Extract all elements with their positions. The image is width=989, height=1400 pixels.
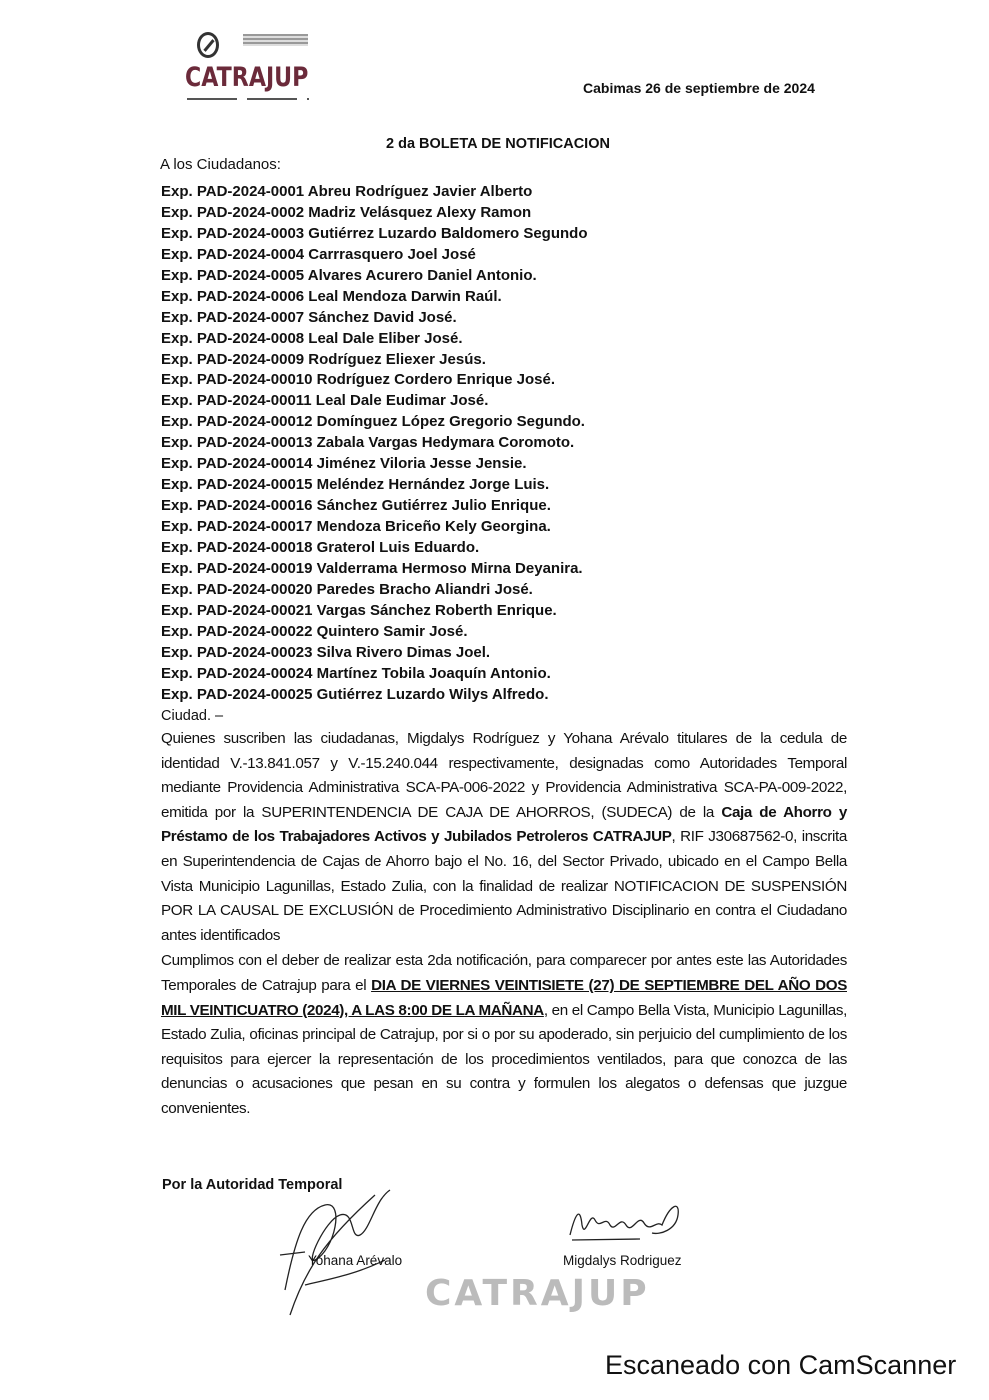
recipient-item: Exp. PAD-2024-0006 Leal Mendoza Darwin Raúl. (161, 287, 502, 305)
salutation: A los Ciudadanos: (160, 156, 281, 173)
paragraph-summons-text: Cumplimos con el deber de realizar esta 2da notificación, para comparecer por antes este las Autoridades Temporales de Catrajup para el (161, 952, 847, 994)
recipient-item: Exp. PAD-2024-00013 Zabala Vargas Hedymara Coromoto. (161, 434, 575, 452)
signature-migdalys-rodriguez (560, 1195, 700, 1255)
logo-underline (187, 98, 309, 100)
logo-small-text (243, 34, 308, 46)
recipient-item: Exp. PAD-2024-0001 Abreu Rodríguez Javier Alberto (161, 183, 533, 200)
recipient-item: Exp. PAD-2024-00011 Leal Dale Eudimar José. (161, 392, 489, 410)
document-date: Cabimas 26 de septiembre de 2024 (583, 80, 815, 96)
recipient-list (161, 181, 588, 704)
paragraph-intro-text-2: , RIF J30687562-0, inscrita en Superintendencia de Cajas de Ahorro bajo el No. 16, del Sector Privado, ubicado en el Campo Bella Vista Municipio Lagunillas, Estado Zulia, con la finalidad de realizar NOTIFICACION DE SUSPENSIÓN POR LA CAUSAL DE EXCLUSIÓN de Procedimiento Administrativo Disciplinario en contra el Ciudadano antes identificados (161, 828, 847, 944)
recipient-item: Exp. PAD-2024-00017 Mendoza Briceño Kely Georgina. (161, 518, 551, 535)
recipient-item: Exp. PAD-2024-00024 Martínez Tobila Joaquín Antonio. (161, 664, 551, 682)
signature-heading: Por la Autoridad Temporal (162, 1177, 343, 1193)
city-line: Ciudad. – (161, 708, 224, 724)
recipient-item: Exp. PAD-2024-00021 Vargas Sánchez Roberth Enrique. (161, 601, 557, 619)
recipient-item: Exp. PAD-2024-0005 Alvares Acurero Daniel Antonio. (161, 266, 537, 284)
signature-yohana-arevalo (265, 1180, 415, 1320)
body-text (161, 727, 847, 1122)
signer-1-name: Yohana Arévalo (308, 1253, 403, 1268)
recipient-item: Exp. PAD-2024-00025 Gutiérrez Luzardo Wilys Alfredo. (161, 685, 549, 703)
recipient-item: Exp. PAD-2024-0008 Leal Dale Eliber José. (161, 329, 463, 347)
recipient-item: Exp. PAD-2024-0003 Gutiérrez Luzardo Baldomero Segundo (161, 224, 588, 242)
recipient-item: Exp. PAD-2024-00019 Valderrama Hermoso Mirna Deyanira. (161, 559, 583, 577)
paragraph-intro-text: Quienes suscriben las ciudadanas, Migdalys Rodríguez y Yohana Arévalo titulares de la cedula de identidad V.-13.841.057 y V.-15.240.044 respectivamente, designadas como Autoridades Temporal mediante Providencia Administrativa SCA-PA-006-2022 y Providencia Administrativa SCA-PA-009-2022, emitida por la SUPERINTENDENCIA DE CAJA DE AHORROS, (SUDECA) de la (161, 730, 847, 821)
appointment-date: DIA DE VIERNES VEINTISIETE (27) DE SEPTIEMBRE DEL AÑO DOS MIL VEINTICUATRO (2024), A LAS 8:00 DE LA MAÑANA (161, 976, 847, 1019)
paragraph-summons (161, 949, 847, 1121)
camscanner-watermark: Escaneado con CamScanner (605, 1350, 957, 1380)
recipient-item: Exp. PAD-2024-00012 Domínguez López Gregorio Segundo. (161, 413, 585, 431)
catrajup-logo (185, 28, 315, 103)
paragraph-summons-text-2: , en el Campo Bella Vista, Municipio Lagunillas, Estado Zulia, oficinas principal de Catrajup, por si o por su apoderado, sin perjuicio del cumplimiento de los requisitos para ejercer la representación de los procedimientos ventilados, para que conozca de las denuncias o acusaciones que pesan en su contra y formulen los alegatos o defensas que juzgue convenientes. (161, 1001, 847, 1117)
recipient-item: Exp. PAD-2024-0002 Madriz Velásquez Alexy Ramon (161, 203, 532, 221)
logo-emblem-icon (197, 32, 219, 58)
recipient-item: Exp. PAD-2024-0004 Carrrasquero Joel José (161, 245, 476, 263)
recipient-item: Exp. PAD-2024-0009 Rodríguez Eliexer Jesús. (161, 350, 486, 368)
recipient-item: Exp. PAD-2024-00022 Quintero Samir José. (161, 622, 468, 640)
document-title: 2 da BOLETA DE NOTIFICACION (386, 136, 610, 152)
recipient-item: Exp. PAD-2024-00018 Graterol Luis Eduardo. (161, 538, 480, 556)
institution-name: Caja de Ahorro y Préstamo de los Trabajadores Activos y Jubilados Petroleros CATRAJUP (161, 803, 847, 846)
recipient-item: Exp. PAD-2024-00023 Silva Rivero Dimas Joel. (161, 643, 491, 661)
signer-2-name: Migdalys Rodriguez (563, 1253, 682, 1268)
recipient-item: Exp. PAD-2024-00015 Meléndez Hernández Jorge Luis. (161, 476, 550, 494)
recipient-item: Exp. PAD-2024-00014 Jiménez Viloria Jesse Jensie. (161, 455, 527, 473)
recipient-item: Exp. PAD-2024-0007 Sánchez David José. (161, 308, 457, 326)
recipient-item: Exp. PAD-2024-00020 Paredes Bracho Aliandri José. (161, 580, 533, 598)
paragraph-intro (161, 727, 847, 948)
recipient-item: Exp. PAD-2024-00016 Sánchez Gutiérrez Julio Enrique. (161, 497, 551, 515)
logo-name: CATRAJUP (185, 62, 309, 93)
recipient-item: Exp. PAD-2024-00010 Rodríguez Cordero Enrique José. (161, 371, 556, 389)
stamp-watermark: CATRAJUP (425, 1273, 650, 1314)
